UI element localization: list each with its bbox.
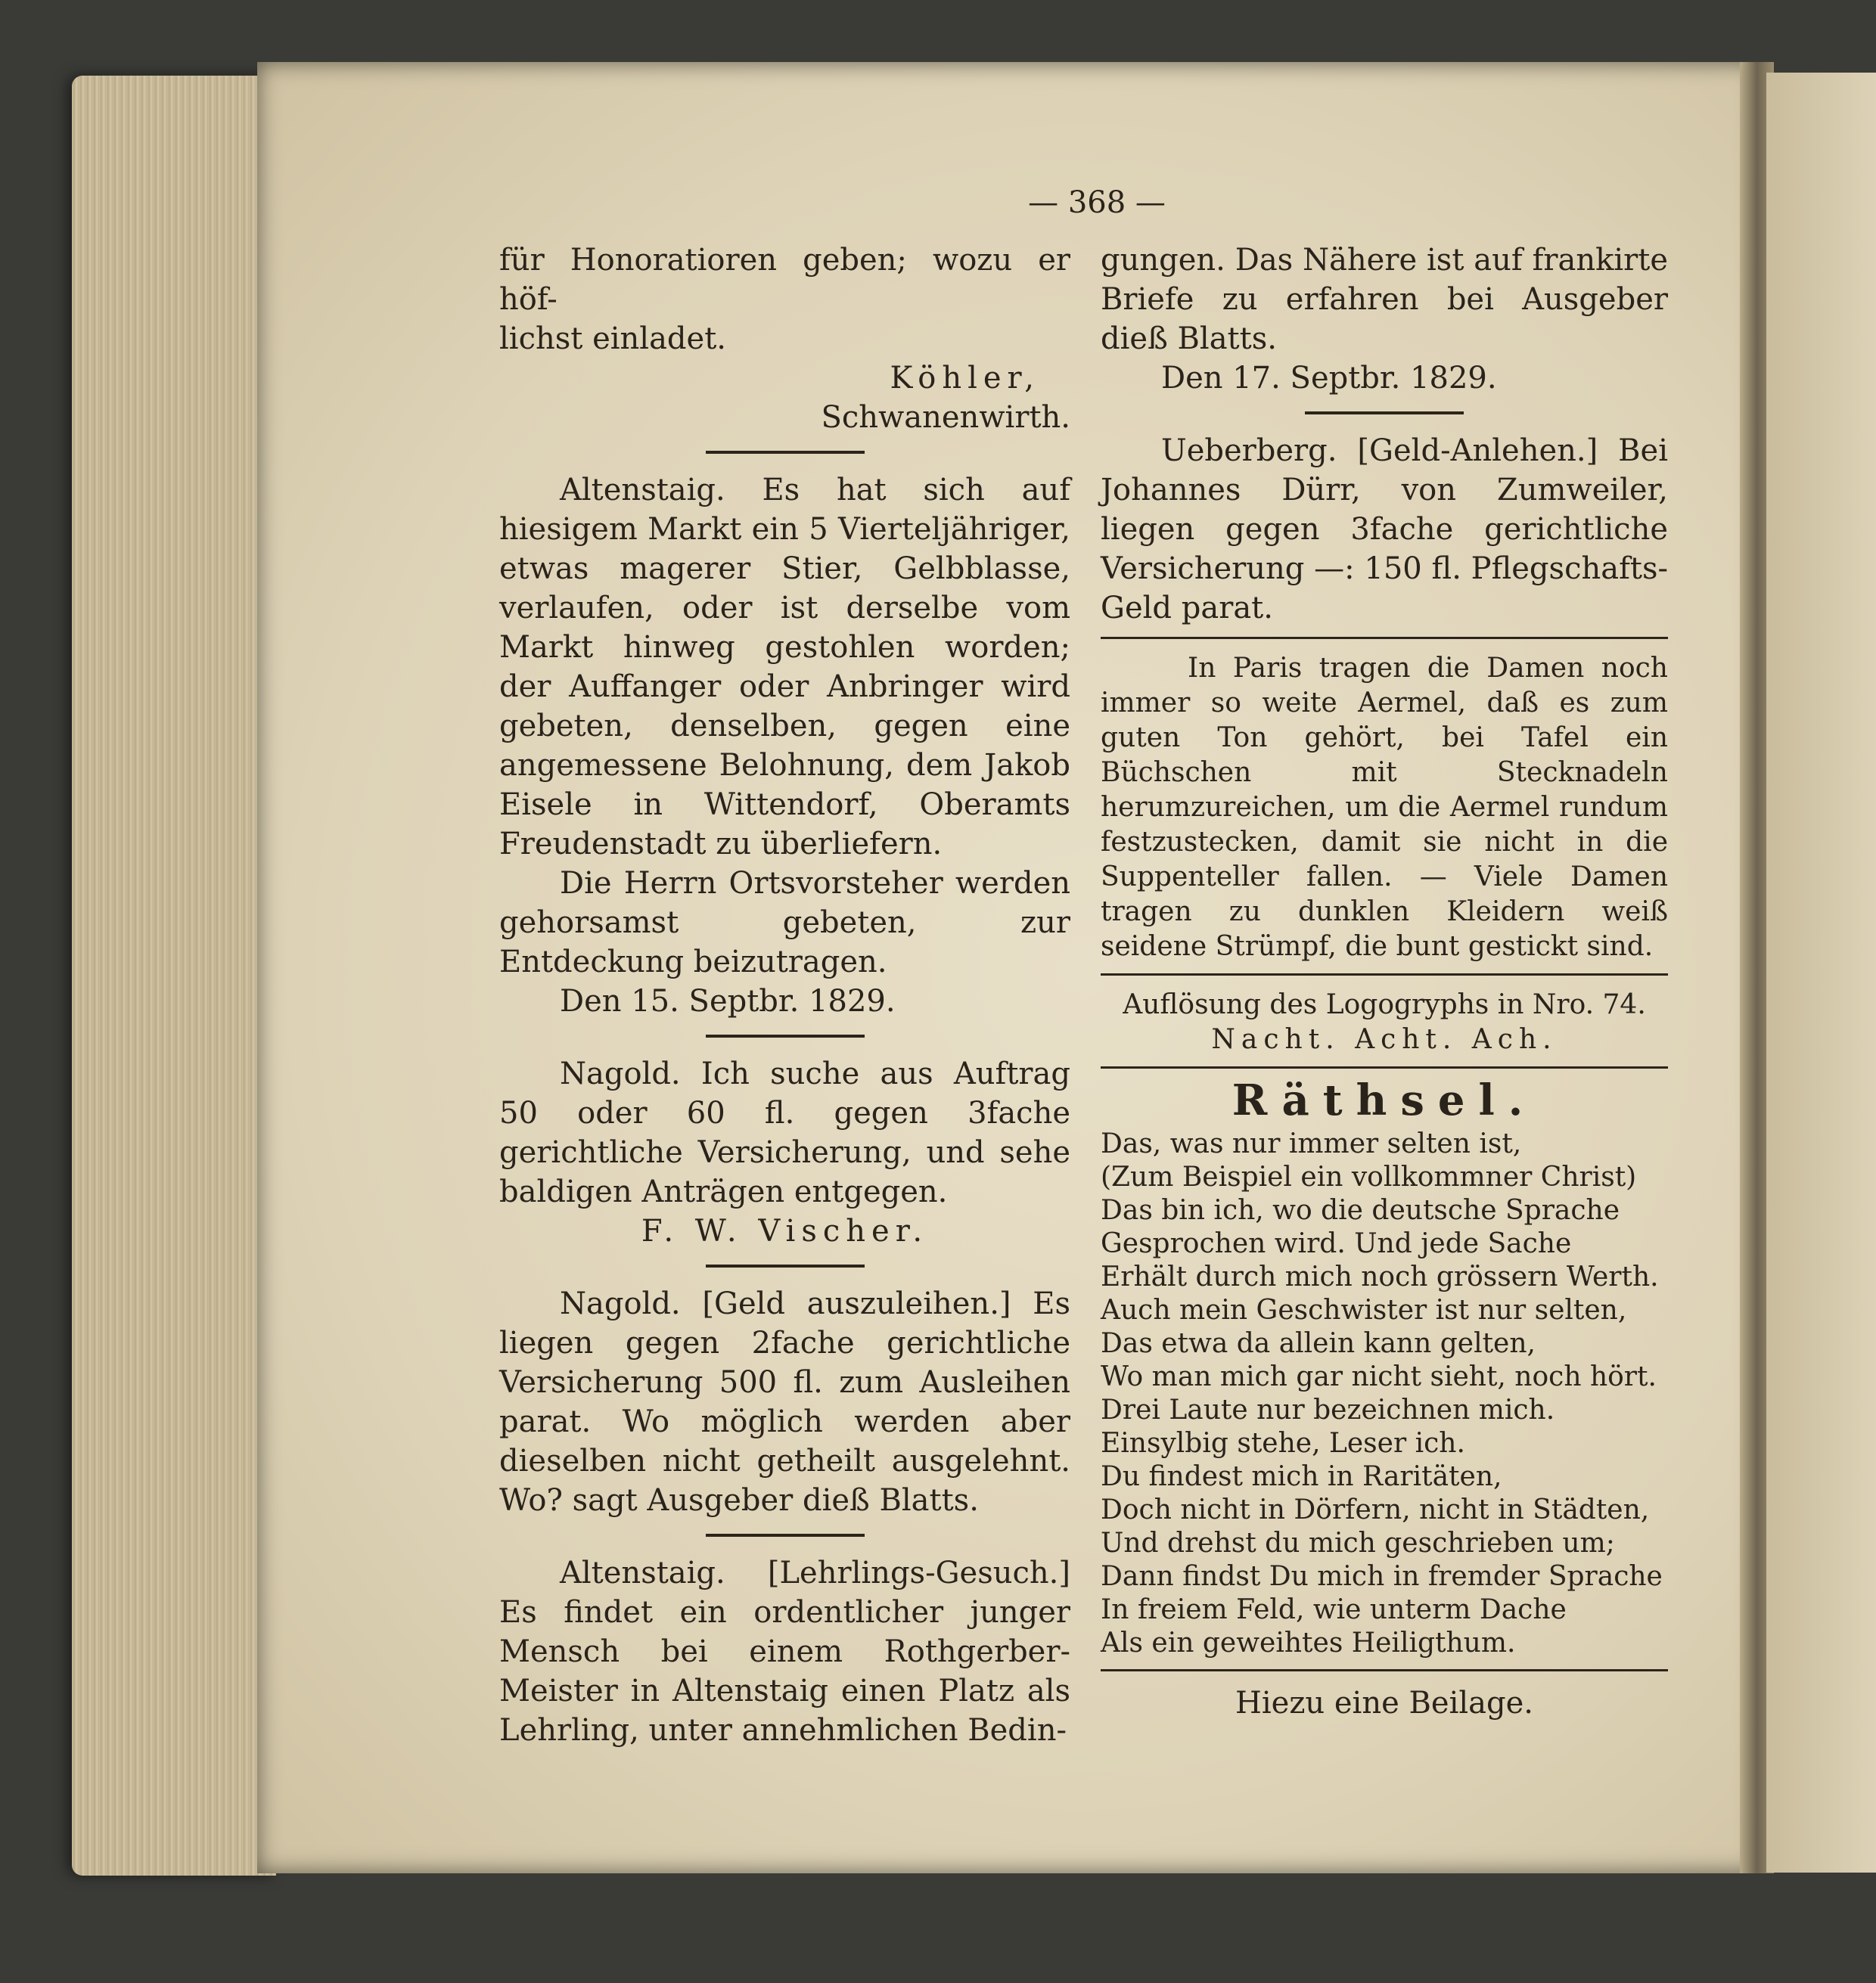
notice-nagold-loan-request: Nagold. Ich suche aus Auftrag 50 oder 60 fl. gegen 3fache gerichtliche Versicherung, und sehe baldigen Anträgen entgegen. [499,1057,1070,1209]
section-divider-long [1101,973,1668,976]
poem-line: Einsylbig stehe, Leser ich. [1101,1428,1465,1459]
poem-line: Das etwa da allein kann gelten, [1101,1328,1536,1359]
notice-altenstaig-stier: Altenstaig. Es hat sich auf hiesigem Markt ein 5 Vierteljähriger, etwas magerer Stier, Gelbblasse, verlaufen, oder ist derselbe vom Markt hinweg gestohlen worden; der Auffanger oder Anbringer wird gebeten, denselben, gegen eine angemessene Belohnung, dem Jakob Eisele in Wittendorf, Oberamts Freudenstadt zu überliefern. [499,473,1070,861]
poem-line: In freiem Feld, wie unterm Dache [1101,1594,1567,1625]
section-divider [1305,411,1464,414]
logogryph-solution-title: Auflösung des Logogryphs in Nro. 74. [1123,989,1646,1020]
paris-fashion-news: In Paris tragen die Damen noch immer so weite Aermel, daß es zum guten Ton gehört, bei Tafel ein Büchschen mit Stecknadeln herumzureichen, um die Aermel rundum festzustecken, damit sie nicht in die Suppenteller fallen. — Viele Damen tragen zu dunklen Kleidern weiß seidene Strümpf, die bunt gestickt sind. [1101,653,1668,962]
supplement-note: Hiezu eine Beilage. [1235,1686,1533,1721]
poem-line: Und drehst du mich geschrieben um; [1101,1528,1615,1559]
signature-name: Köhler, [890,361,1040,396]
notice-continuation: gungen. Das Nähere ist auf frankirte Briefe zu erfahren bei Ausgeber dieß Blatts. [1101,243,1668,356]
section-divider-long [1101,1066,1668,1069]
continued-text-line: lichst einladet. [499,321,726,356]
riddle-title: Räthsel. [1232,1075,1537,1125]
book-page-edges [72,76,276,1876]
poem-line: Erhält durch mich noch grössern Werth. [1101,1261,1659,1293]
notice-altenstaig-apprentice: Altenstaig. [Lehrlings-Gesuch.] Es findet ein ordentlicher junger Mensch bei einem Rothgerber-Meister in Altenstaig einen Platz als Lehrling, unter annehmlichen Bedin- [499,1556,1070,1748]
poem-line: Doch nicht in Dörfern, nicht in Städten, [1101,1494,1650,1525]
section-divider [706,1534,865,1537]
riddle-poem [1101,1128,1668,1660]
notice-date: Den 15. Septbr. 1829. [560,984,896,1019]
poem-line: Du findest mich in Raritäten, [1101,1461,1502,1492]
next-page-edge [1766,73,1876,1873]
notice-request: Die Herrn Ortsvorsteher werden gehorsamst gebeten, zur Entdeckung beizutragen. [499,866,1070,979]
signature-vischer: F. W. Vischer. [641,1214,929,1249]
poem-line: Auch mein Geschwister ist nur selten, [1101,1295,1627,1326]
signature-title: Schwanenwirth. [821,400,1070,435]
poem-line: (Zum Beispiel ein vollkommner Christ) [1101,1162,1637,1193]
poem-line: Gesprochen wird. Und jede Sache [1101,1228,1572,1259]
section-divider [706,451,865,454]
notice-nagold-lend: Nagold. [Geld auszuleihen.] Es liegen gegen 2fache gerichtliche Versicherung 500 fl. zum Ausleihen parat. Wo möglich werden aber dieselben nicht getheilt ausgelehnt. Wo? sagt Ausgeber dieß Blatts. [499,1286,1070,1518]
poem-line: Dann findst Du mich in fremder Sprache [1101,1561,1663,1592]
page-number: — 368 — [1028,185,1166,220]
notice-date: Den 17. Septbr. 1829. [1161,361,1497,396]
section-divider [706,1265,865,1268]
notice-ueberberg: Ueberberg. [Geld-Anlehen.] Bei Johannes Dürr, von Zumweiler, liegen gegen 3fache gerichtliche Versicherung —: 150 fl. Pflegschafts-Geld parat. [1101,433,1668,625]
poem-line: Als ein geweihtes Heiligthum. [1101,1628,1516,1659]
poem-line: Drei Laute nur bezeichnen mich. [1101,1395,1555,1426]
left-column [499,241,1070,1750]
poem-line: Wo man mich gar nicht sieht, noch hört. [1101,1361,1657,1392]
section-divider-long [1101,1669,1668,1671]
logogryph-solution: Nacht. Acht. Ach. [1211,1024,1558,1055]
right-column [1101,241,1668,1723]
section-divider [706,1035,865,1038]
section-divider-long [1101,637,1668,639]
continued-text-line: für Honoratioren geben; wozu er höf- [499,243,1070,317]
poem-line: Das bin ich, wo die deutsche Sprache [1101,1195,1620,1226]
poem-line: Das, was nur immer selten ist, [1101,1128,1522,1159]
